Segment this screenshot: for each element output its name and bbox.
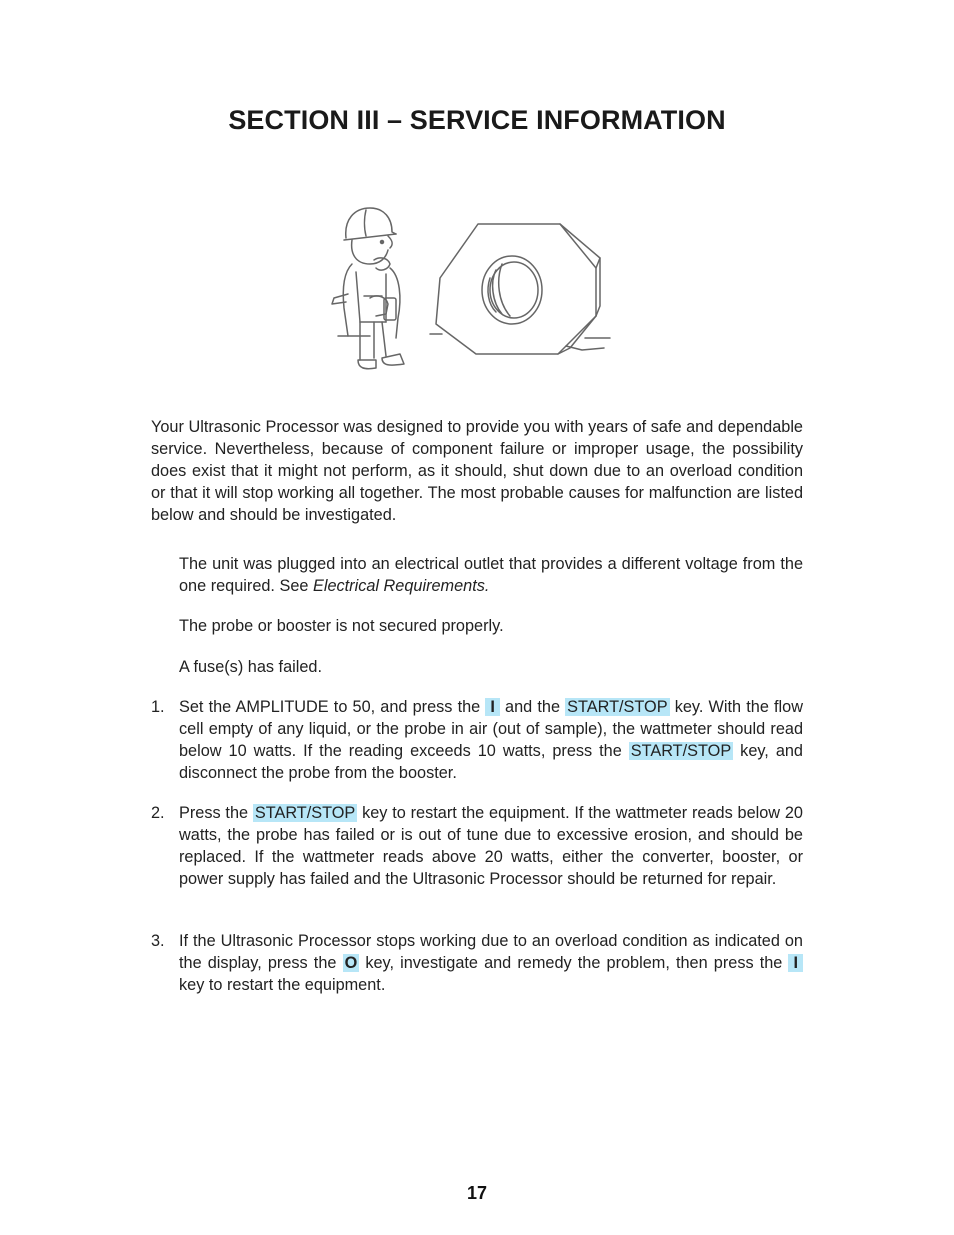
step-2 — [151, 802, 803, 890]
step-text: and the — [499, 698, 566, 716]
step-body — [179, 696, 803, 784]
cause-fuse: A fuse(s) has failed. — [179, 658, 322, 676]
step-body — [179, 802, 803, 890]
electrical-requirements-ref: Electrical Requirements. — [312, 577, 490, 595]
cause-voltage — [179, 553, 803, 597]
step-number: 1. — [151, 698, 165, 716]
cause-voltage-text: The unit was plugged into an electrical outlet that provides a different voltage from the one required. See — [179, 555, 803, 595]
step-text: If the Ultrasonic Processor stops working due to an overload condition as indicated on the display, press the — [179, 932, 803, 972]
start-stop-key-label: START/STOP — [567, 698, 668, 716]
start-stop-key-label: START/STOP — [254, 804, 356, 822]
start-stop-key-label: START/STOP — [630, 742, 732, 760]
step-text: Press the — [179, 804, 253, 822]
off-key-label: O — [344, 954, 358, 972]
intro-paragraph: Your Ultrasonic Processor was designed to provide you with years of safe and dependable service. Nevertheless, because of component failure or improper usage, the possibility does exist that it might not perform, as it should, shut down due to an overload condition or that it will stop working all together. The most probable causes for malfunction are listed below and should be investigated. — [151, 418, 803, 524]
page-number: 17 — [466, 1183, 488, 1203]
step-text: key, investigate and remedy the problem, then press the — [359, 954, 789, 972]
step-text: key. With the flow cell empty of any liquid, or the probe in air (out of sample), the wattmeter should read below 10 watts. If the reading exceeds 10 watts, press the — [179, 698, 803, 760]
step-text: key to restart the equipment. If the wattmeter reads below 20 watts, the probe has failed or is out of tune due to excessive erosion, and should be replaced. If the wattmeter reads above 20 watts, either the converter, booster, or power supply has failed and the Ultrasonic Processor should be returned for repair. — [179, 804, 803, 888]
technician-with-nut-illustration — [330, 198, 620, 378]
step-text: key, and disconnect the probe from the booster. — [179, 742, 803, 782]
step-body — [179, 930, 803, 996]
step-text: Set the AMPLITUDE to 50, and press the — [179, 698, 486, 716]
section-title: SECTION III – SERVICE INFORMATION — [228, 105, 726, 135]
cause-probe: The probe or booster is not secured properly. — [179, 617, 504, 635]
step-number: 2. — [151, 804, 165, 822]
step-text: key to restart the equipment. — [179, 976, 386, 994]
step-3 — [151, 930, 803, 996]
on-key-label: I — [485, 698, 500, 716]
on-key-label: I — [788, 954, 803, 972]
step-number: 3. — [151, 932, 165, 950]
step-1 — [151, 696, 803, 784]
